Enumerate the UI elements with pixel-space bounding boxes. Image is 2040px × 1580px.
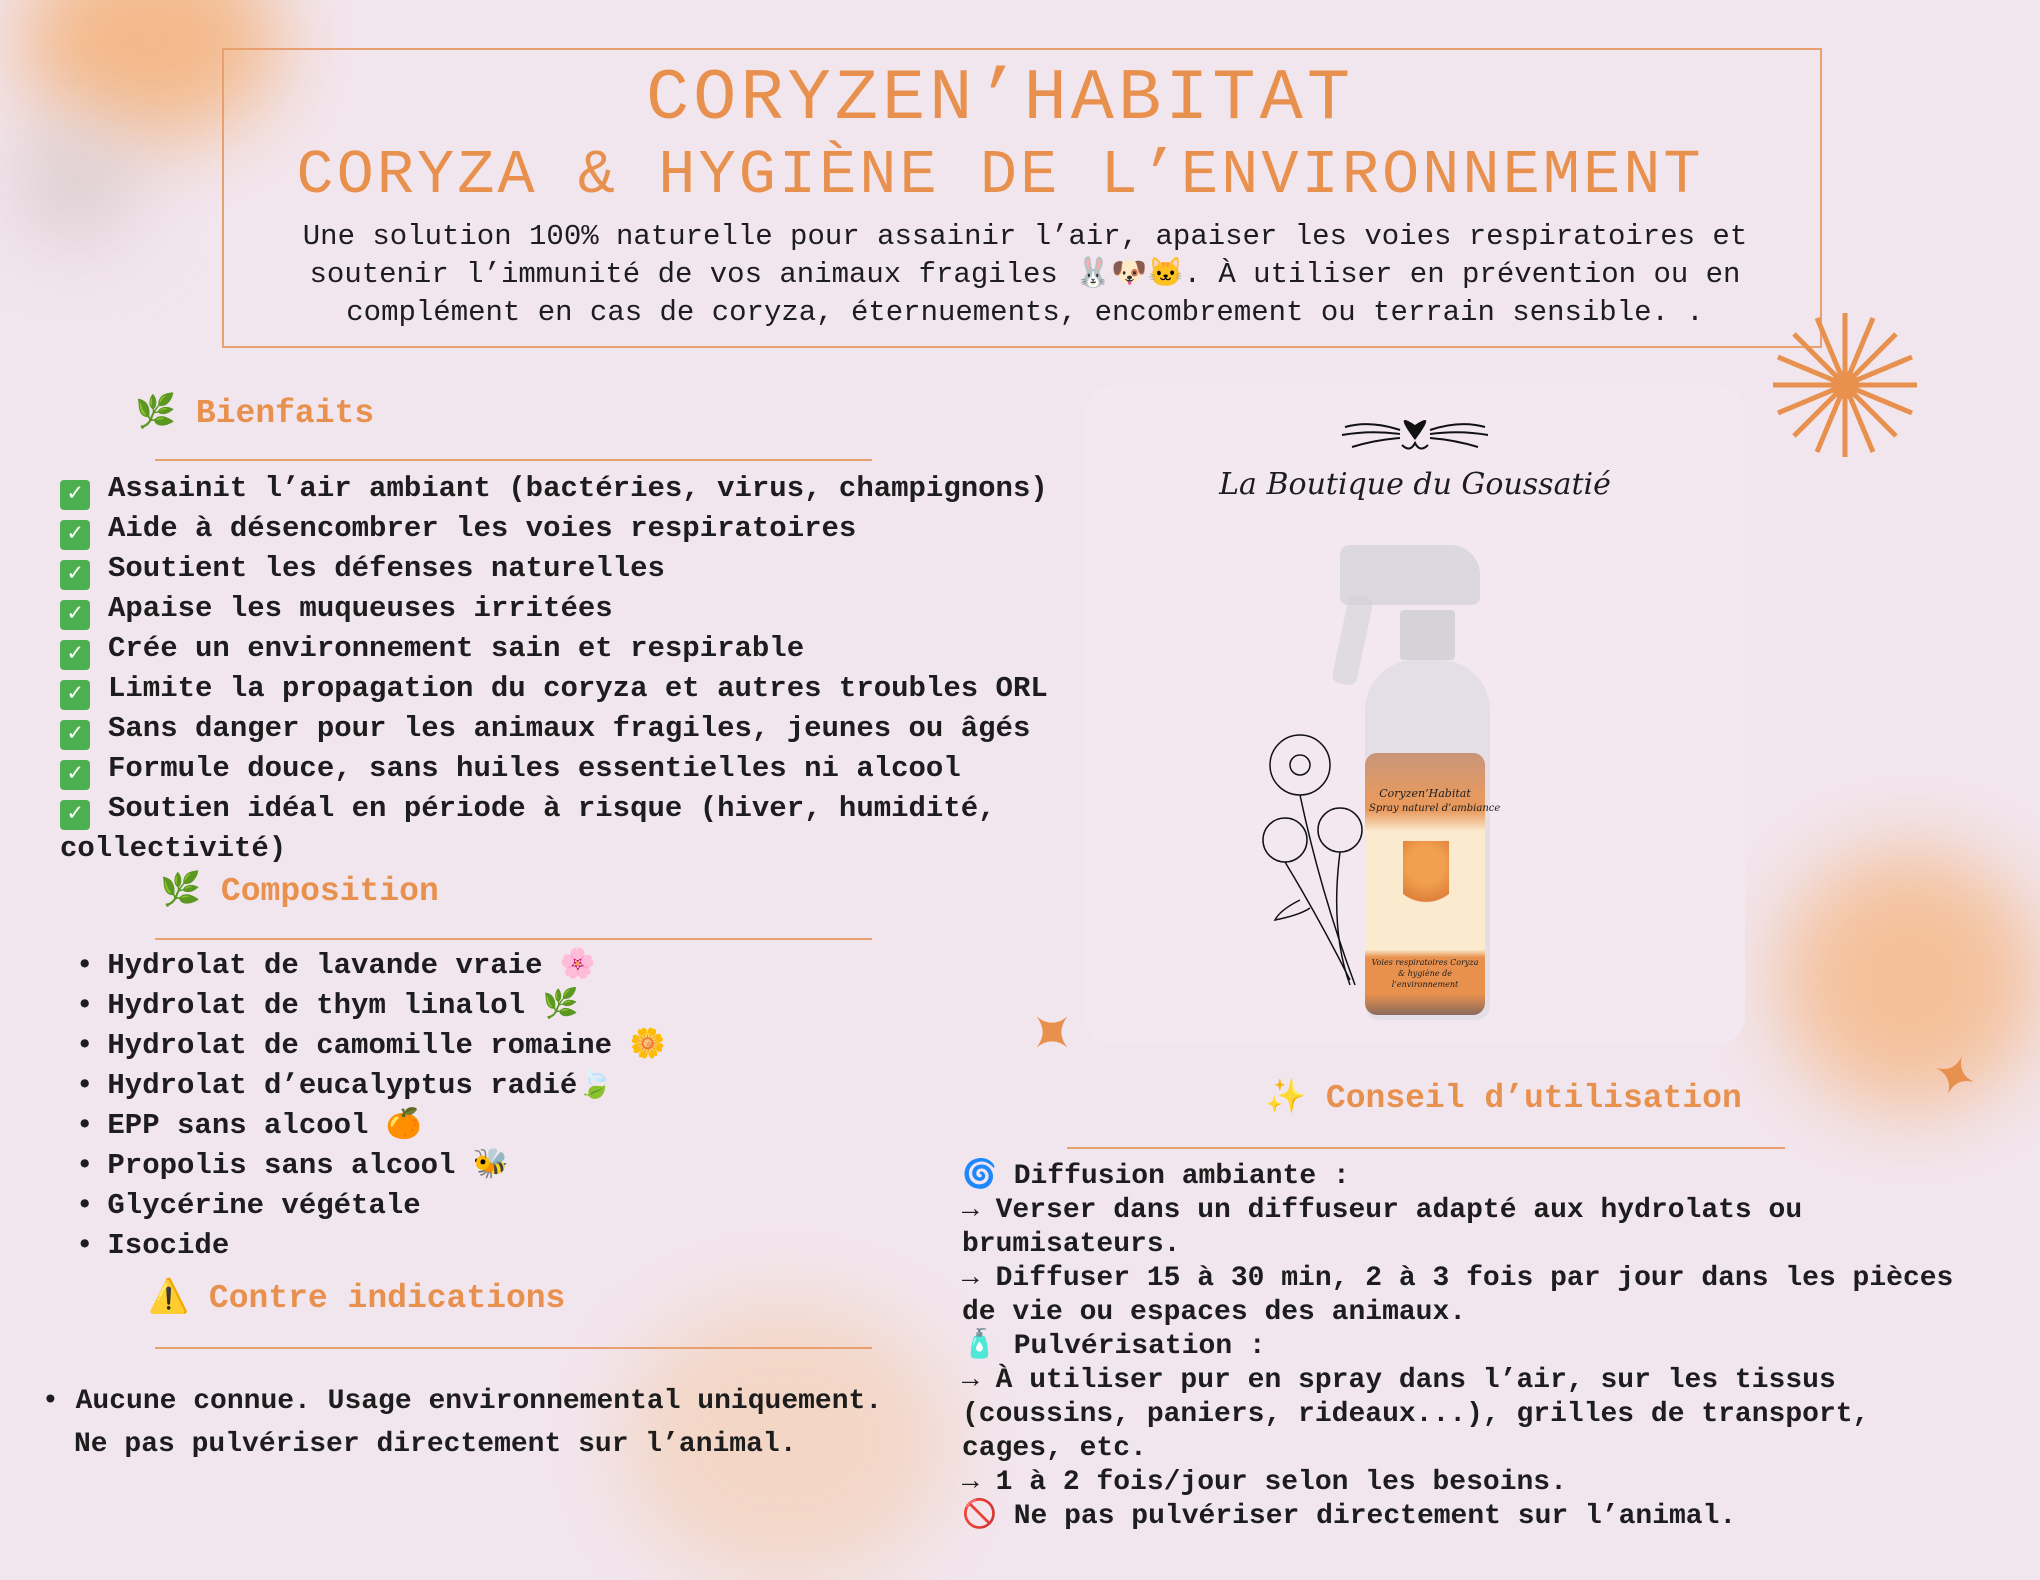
contraindication-line (42, 1423, 882, 1466)
conseil-line: (coussins, paniers, rideaux...), grilles de transport, (962, 1399, 1870, 1430)
list-item (60, 710, 1048, 750)
list-item (60, 670, 1048, 710)
intro-text (250, 218, 1800, 332)
bullet: • (42, 1386, 76, 1417)
item-text: Formule douce, sans huiles essentielles ni alcool (108, 752, 961, 785)
contraindications-title: Contre indications (208, 1280, 566, 1317)
herb-icon: 🌿 (135, 395, 177, 432)
sparkles-icon: ✨ (1265, 1080, 1307, 1117)
list-item: • Hydrolat de lavande vraie 🌸 (76, 946, 666, 986)
star-icon (1935, 1055, 1975, 1095)
list-item (60, 470, 1048, 510)
list-item (60, 750, 1048, 790)
conseil-line: de vie ou espaces des animaux. (962, 1297, 1467, 1328)
label-subtitle: Spray naturel d’ambiance (1369, 803, 1501, 814)
page-subtitle: CORYZA & HYGIÈNE DE L’ENVIRONNEMENT (296, 140, 1704, 211)
list-item: • Isocide (76, 1226, 666, 1266)
composition-title: Composition (220, 873, 439, 910)
item-text: collectivité) (60, 832, 287, 865)
contraindications-heading (148, 1277, 565, 1317)
label-footer: Voies respiratoires Coryza & hygiène de l’environnement (1371, 958, 1479, 989)
composition-heading (160, 870, 439, 910)
line-text: Diffusion ambiante : (1013, 1161, 1350, 1192)
checkmark-icon: ✓ (60, 640, 90, 670)
product-label (1365, 753, 1501, 1015)
conseil-line: → Verser dans un diffuseur adapté aux hydrolats ou (962, 1195, 1803, 1226)
checkmark-icon: ✓ (60, 560, 90, 590)
conseil-text (962, 1160, 2002, 1534)
divider (155, 1347, 872, 1349)
line-text: Ne pas pulvériser directement sur l’animal. (1013, 1501, 1737, 1532)
item-text: Crée un environnement sain et respirable (108, 632, 805, 665)
intro-line: complément en cas de coryza, éternuements, encombrement ou terrain sensible. . (346, 296, 1704, 329)
conseil-line: → 1 à 2 fois/jour selon les besoins. (962, 1467, 1567, 1498)
list-item: • Hydrolat d’eucalyptus radié🍃 (76, 1066, 666, 1106)
list-item (60, 550, 1048, 590)
item-text: Aide à désencombrer les voies respiratoires (108, 512, 857, 545)
decorative-blob (1780, 850, 2040, 1110)
contraindications-text (42, 1380, 882, 1466)
checkmark-icon: ✓ (60, 680, 90, 710)
intro-line: Une solution 100% naturelle pour assainir l’air, apaiser les voies respiratoires et (302, 220, 1748, 253)
list-item (60, 630, 1048, 670)
line-text: Ne pas pulvériser directement sur l’animal. (74, 1429, 797, 1460)
conseil-line: → À utiliser pur en spray dans l’air, sur les tissus (962, 1365, 1836, 1396)
bienfaits-heading (135, 392, 374, 432)
checkmark-icon: ✓ (60, 480, 90, 510)
prohibited-icon: 🚫 (962, 1501, 997, 1532)
spray-nozzle (1331, 593, 1374, 686)
conseil-line: brumisateurs. (962, 1229, 1181, 1260)
benefits-list (60, 470, 1048, 868)
flower-illustration (1260, 730, 1380, 990)
item-text: Assainit l’air ambiant (bactéries, virus, champignons) (108, 472, 1048, 505)
warning-icon: ⚠️ (148, 1280, 190, 1317)
checkmark-icon: ✓ (60, 760, 90, 790)
composition-list (76, 946, 666, 1266)
label-title: Coryzen’Habitat (1379, 787, 1471, 800)
conseil-heading (1265, 1077, 1742, 1117)
conseil-line: cages, etc. (962, 1433, 1147, 1464)
checkmark-icon: ✓ (60, 520, 90, 550)
contraindication-line (42, 1380, 882, 1423)
list-item-continuation (60, 830, 1048, 868)
list-item: • Hydrolat de thym linalol 🌿 (76, 986, 666, 1026)
item-text: Sans danger pour les animaux fragiles, jeunes ou âgés (108, 712, 1031, 745)
item-text: Apaise les muqueuses irritées (108, 592, 613, 625)
product-card (1085, 385, 1745, 1045)
list-item (60, 790, 1048, 830)
bottle-cap (1400, 610, 1455, 660)
star-icon (1030, 1010, 1074, 1054)
list-item (60, 590, 1048, 630)
page-title: CORYZEN’HABITAT (645, 58, 1355, 140)
divider (155, 938, 872, 940)
conseil-line (962, 1160, 2002, 1194)
brand-name: La Boutique du Goussatié (1219, 467, 1611, 502)
conseil-title: Conseil d’utilisation (1325, 1080, 1742, 1117)
line-text: Aucune connue. Usage environnemental uniquement. (75, 1386, 883, 1417)
conseil-line (962, 1500, 2002, 1534)
list-item: • Propolis sans alcool 🐝 (76, 1146, 666, 1186)
line-text: Pulvérisation : (1013, 1331, 1266, 1362)
divider (155, 459, 872, 461)
list-item (60, 510, 1048, 550)
conseil-line: → Diffuser 15 à 30 min, 2 à 3 fois par jour dans les pièces (962, 1263, 1954, 1294)
list-item: • Glycérine végétale (76, 1186, 666, 1226)
item-text: Soutien idéal en période à risque (hiver, humidité, (108, 792, 996, 825)
sun-icon (1770, 310, 1920, 460)
conseil-line (962, 1330, 2002, 1364)
cat-whiskers-logo (1340, 415, 1490, 455)
checkmark-icon: ✓ (60, 720, 90, 750)
cyclone-icon: 🌀 (962, 1161, 997, 1192)
list-item: • EPP sans alcool 🍊 (76, 1106, 666, 1146)
spray-bottle-icon: 🧴 (962, 1331, 997, 1362)
intro-line: soutenir l’immunité de vos animaux fragiles 🐰🐶🐱. À utiliser en prévention ou en (309, 258, 1741, 291)
checkmark-icon: ✓ (60, 600, 90, 630)
checkmark-icon: ✓ (60, 800, 90, 830)
item-text: Soutient les défenses naturelles (108, 552, 665, 585)
bienfaits-title: Bienfaits (195, 395, 375, 432)
kitten-image (1403, 841, 1449, 921)
herb-icon: 🌿 (160, 873, 202, 910)
list-item: • Hydrolat de camomille romaine 🌼 (76, 1026, 666, 1066)
divider (1067, 1147, 1785, 1149)
item-text: Limite la propagation du coryza et autres troubles ORL (108, 672, 1048, 705)
